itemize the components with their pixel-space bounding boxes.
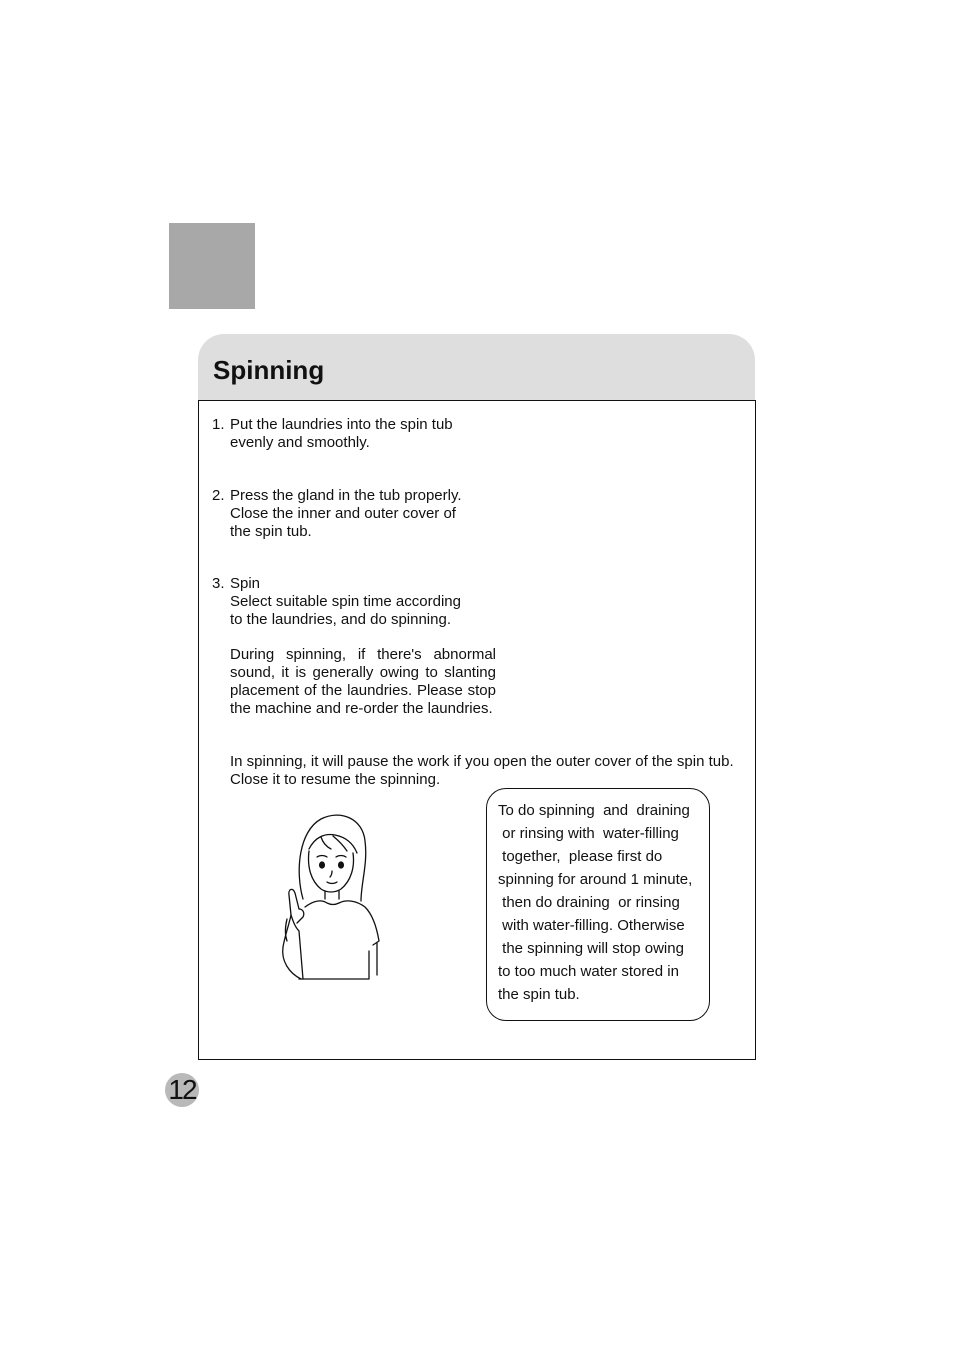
step-1-line: evenly and smoothly. <box>230 434 370 451</box>
note-line: to too much water stored in <box>498 963 679 980</box>
pause-paragraph: In spinning, it will pause the work if you open the outer cover of the spin tub. Close it to resume the spinning. <box>230 753 734 788</box>
note-line: To do spinning and draining <box>498 802 690 819</box>
step-3-number: 3. <box>212 575 225 592</box>
note-line: spinning for around 1 minute, <box>498 871 693 888</box>
note-line: then do draining or rinsing <box>498 894 680 911</box>
page-number: 12 <box>165 1073 199 1107</box>
content-box <box>198 400 756 1060</box>
step-2-line: the spin tub. <box>230 523 312 540</box>
step-2-line: Close the inner and outer cover of <box>230 505 456 522</box>
step-3-line: to the laundries, and do spinning. <box>230 611 451 628</box>
step-2-number: 2. <box>212 487 225 504</box>
note-box <box>486 788 710 1021</box>
step-1-number: 1. <box>212 416 225 433</box>
section-header <box>198 334 755 401</box>
woman-pointing-finger-icon <box>269 811 399 981</box>
section-title: Spinning <box>213 355 325 385</box>
step-2-text <box>230 487 462 541</box>
step-3-line: Spin <box>230 575 261 592</box>
step-1-line: Put the laundries into the spin tub <box>230 416 453 433</box>
note-line: together, please first do <box>498 848 663 865</box>
note-line: with water-filling. Otherwise <box>498 917 685 934</box>
note-line: the spin tub. <box>498 986 580 1003</box>
step-2-line: Press the gland in the tub properly. <box>230 487 462 504</box>
step-1-text <box>230 416 453 452</box>
step-3-text <box>230 575 461 629</box>
abnormal-sound-paragraph: During spinning, if there's abnormal sound, it is generally owing to slanting placement of the laundries. Please stop the machine and re-order the laundries. <box>230 646 496 717</box>
decorative-gray-square <box>169 223 255 309</box>
note-line: or rinsing with water-filling <box>498 825 679 842</box>
step-3-line: Select suitable spin time according <box>230 593 461 610</box>
note-line: the spinning will stop owing <box>498 940 684 957</box>
